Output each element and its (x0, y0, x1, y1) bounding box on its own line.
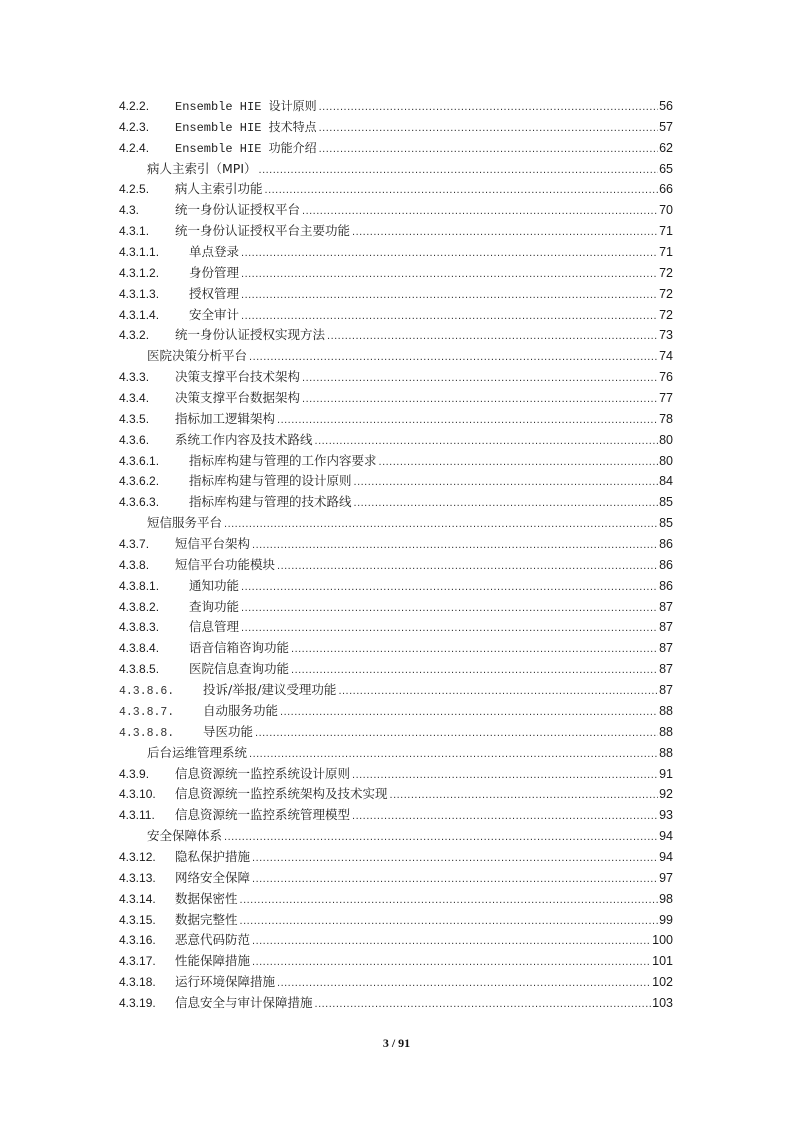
toc-entry-number: 4.3.10. (119, 787, 156, 802)
toc-entry-title[interactable]: 短信平台架构 (175, 536, 251, 552)
dot-leader (352, 765, 658, 786)
toc-entry-page[interactable]: 87 (659, 599, 673, 614)
toc-entry-page[interactable]: 87 (659, 641, 673, 656)
dot-leader (241, 243, 658, 264)
dot-leader (319, 118, 658, 139)
toc-entry-page[interactable]: 88 (659, 703, 673, 718)
toc-entry-title[interactable]: 授权管理 (189, 285, 240, 301)
dot-leader (315, 431, 659, 452)
toc-entry[interactable] (119, 617, 673, 638)
toc-entry[interactable] (119, 805, 673, 826)
dot-leader (302, 368, 658, 389)
toc-entry-page[interactable]: 80 (659, 432, 673, 447)
dot-leader (277, 410, 658, 431)
dot-leader (241, 306, 658, 327)
toc-entry-page[interactable]: 71 (659, 245, 673, 260)
toc-entry-title[interactable]: 决策支撑平台数据架构 (175, 390, 301, 406)
toc-entry-page[interactable]: 99 (659, 912, 673, 927)
toc-entry[interactable] (119, 451, 673, 472)
toc-entry-page[interactable]: 85 (659, 516, 673, 531)
toc-entry[interactable] (119, 784, 673, 805)
toc-entry-title[interactable]: 数据保密性 (175, 890, 238, 906)
dot-leader (241, 577, 658, 598)
dot-leader (352, 806, 658, 827)
toc-entry-number: 4.3.16. (119, 933, 156, 948)
toc-entry-page[interactable]: 88 (659, 745, 673, 760)
toc-entry-title[interactable]: 查询功能 (189, 598, 240, 614)
toc-entry-title[interactable]: 统一身份认证授权平台 (175, 202, 301, 218)
toc-entry-page[interactable]: 80 (659, 453, 673, 468)
dot-leader (277, 973, 651, 994)
toc-entry[interactable] (119, 597, 673, 618)
toc-entry[interactable] (119, 743, 673, 764)
toc-entry-title[interactable]: 指标库构建与管理的设计原则 (189, 473, 352, 489)
toc-entry-number: 4.3.9. (119, 766, 150, 781)
toc-entry-page[interactable]: 98 (659, 891, 673, 906)
dot-leader (352, 222, 658, 243)
toc-entry-number: 4.3.8.4. (119, 641, 160, 656)
toc-entry[interactable] (119, 701, 673, 722)
dot-leader (354, 493, 659, 514)
page-number-footer: 3 / 91 (382, 1036, 411, 1050)
toc-entry-title[interactable]: 信息资源统一监控系统架构及技术实现 (175, 786, 388, 802)
dot-leader (224, 514, 658, 535)
toc-entry-number: 4.3.1.3. (119, 286, 160, 301)
toc-entry[interactable] (119, 513, 673, 534)
toc-entry[interactable] (119, 242, 673, 263)
toc-entry[interactable] (119, 409, 673, 430)
toc-entry-title[interactable]: 语音信箱咨询功能 (189, 640, 290, 656)
toc-entry-page[interactable]: 76 (659, 370, 673, 385)
dot-leader (241, 285, 658, 306)
toc-entry-number: 4.3. (119, 203, 140, 218)
toc-entry-page[interactable]: 92 (659, 787, 673, 802)
toc-entry-page[interactable]: 91 (659, 766, 673, 781)
toc-entry-number: 4.3.8. (119, 557, 150, 572)
toc-entry-number: 4.3.14. (119, 891, 156, 906)
toc-entry-page[interactable]: 72 (659, 265, 673, 280)
toc-entry[interactable] (119, 972, 673, 993)
toc-entry[interactable] (119, 346, 673, 367)
toc-entry-title[interactable]: 统一身份认证授权实现方法 (175, 327, 326, 343)
toc-entry-number: 4.3.18. (119, 975, 156, 990)
dot-leader (241, 598, 658, 619)
toc-entry[interactable] (119, 868, 673, 889)
toc-entry-page[interactable]: 97 (659, 870, 673, 885)
toc-entry-title[interactable]: 信息资源统一监控系统管理模型 (175, 807, 351, 823)
toc-entry[interactable] (119, 471, 673, 492)
toc-entry-number: 4.3.1.4. (119, 307, 160, 322)
toc-entry-title[interactable]: 单点登录 (189, 244, 240, 260)
toc-entry[interactable] (119, 680, 673, 701)
toc-entry-page[interactable]: 70 (659, 203, 673, 218)
dot-leader (249, 744, 658, 765)
toc-entry[interactable] (119, 96, 673, 117)
toc-entry[interactable] (119, 179, 673, 200)
toc-entry[interactable] (119, 576, 673, 597)
toc-entry-page[interactable]: 57 (659, 119, 673, 134)
toc-entry-number: 4.3.1.1. (119, 245, 160, 260)
toc-entry-page[interactable]: 77 (659, 391, 673, 406)
dot-leader (252, 952, 651, 973)
toc-entry-number: 4.3.4. (119, 391, 150, 406)
toc-entry[interactable] (119, 305, 673, 326)
toc-entry-number: 4.3.7. (119, 537, 150, 552)
toc-entry-title[interactable]: 数据完整性 (175, 911, 238, 927)
toc-entry-title[interactable]: 统一身份认证授权平台主要功能 (175, 223, 351, 239)
dot-leader (252, 535, 658, 556)
toc-entry-title[interactable]: 导医功能 (203, 723, 254, 739)
toc-entry-page[interactable]: 94 (659, 849, 673, 864)
toc-entry-title[interactable]: 指标库构建与管理的工作内容要求 (189, 452, 377, 468)
toc-entry[interactable] (119, 138, 673, 159)
toc-entry-title[interactable]: 医院信息查询功能 (189, 661, 290, 677)
toc-entry[interactable] (119, 638, 673, 659)
toc-entry[interactable] (119, 889, 673, 910)
dot-leader (327, 326, 658, 347)
toc-entry[interactable] (119, 764, 673, 785)
toc-entry-number: 4.3.3. (119, 370, 150, 385)
toc-entry-title[interactable]: Ensemble HIE 设计原则 (175, 100, 317, 114)
toc-entry-title[interactable]: 性能保障措施 (175, 953, 251, 969)
toc-entry[interactable] (119, 555, 673, 576)
toc-entry-number: 4.3.6.3. (119, 495, 160, 510)
table-of-contents (119, 96, 673, 1014)
dot-leader (319, 97, 658, 118)
toc-entry-title[interactable]: 信息安全与审计保障措施 (175, 994, 313, 1010)
toc-entry-title[interactable]: 通知功能 (189, 577, 240, 593)
toc-entry[interactable] (119, 284, 673, 305)
toc-entry[interactable] (119, 159, 673, 180)
dot-leader (241, 618, 658, 639)
dot-leader (302, 389, 658, 410)
toc-entry-page[interactable]: 103 (652, 995, 673, 1010)
toc-entry-number: 4.3.12. (119, 849, 156, 864)
toc-entry-page[interactable]: 87 (659, 683, 673, 698)
toc-entry-number: 4.3.8.6. (119, 685, 175, 699)
toc-entry-title[interactable]: 医院决策分析平台 (147, 348, 248, 364)
toc-entry-title[interactable]: 病人主索引（MPI） (147, 160, 257, 176)
dot-leader (277, 556, 658, 577)
toc-entry-page[interactable]: 86 (659, 578, 673, 593)
dot-leader (255, 723, 658, 744)
dot-leader (302, 201, 658, 222)
toc-entry-title[interactable]: 指标库构建与管理的技术路线 (189, 494, 352, 510)
dot-leader (240, 890, 659, 911)
toc-entry-title[interactable]: 后台运维管理系统 (147, 744, 248, 760)
toc-entry-page[interactable]: 87 (659, 662, 673, 677)
toc-entry-page[interactable]: 100 (652, 933, 673, 948)
toc-entry-number: 4.3.8.7. (119, 705, 175, 719)
toc-entry-number: 4.2.2. (119, 99, 150, 113)
toc-entry-number: 4.3.1. (119, 224, 150, 239)
toc-entry-number: 4.3.1.2. (119, 265, 160, 280)
dot-leader (249, 347, 658, 368)
toc-entry[interactable] (119, 492, 673, 513)
toc-entry-page[interactable]: 71 (659, 224, 673, 239)
toc-entry-title[interactable]: 指标加工逻辑架构 (175, 410, 276, 426)
toc-entry-page[interactable]: 102 (652, 975, 673, 990)
toc-entry-number: 4.2.3. (119, 119, 150, 134)
dot-leader (354, 472, 659, 493)
toc-entry[interactable] (119, 221, 673, 242)
toc-entry-page[interactable]: 66 (659, 182, 673, 197)
toc-entry-number: 4.3.8.8. (119, 726, 175, 740)
toc-entry-page[interactable]: 87 (659, 620, 673, 635)
toc-entry-number: 4.3.13. (119, 870, 156, 885)
toc-entry-title[interactable]: 信息资源统一监控系统设计原则 (175, 765, 351, 781)
toc-entry[interactable] (119, 430, 673, 451)
dot-leader (240, 911, 659, 932)
dot-leader (291, 639, 658, 660)
toc-entry-number: 4.3.17. (119, 954, 156, 969)
toc-entry-page[interactable]: 72 (659, 286, 673, 301)
toc-entry-title[interactable]: 恶意代码防范 (175, 932, 251, 948)
toc-entry-number: 4.3.6. (119, 432, 150, 447)
toc-entry-title[interactable]: 投诉/举报/建议受理功能 (203, 682, 337, 698)
toc-entry-title[interactable]: 身份管理 (189, 264, 240, 280)
toc-entry-page[interactable]: 56 (659, 99, 673, 113)
toc-entry-title[interactable]: 安全保障体系 (147, 828, 223, 844)
toc-entry-number: 4.3.5. (119, 411, 150, 426)
toc-entry[interactable] (119, 993, 673, 1014)
dot-leader (291, 660, 658, 681)
toc-entry-number: 4.3.15. (119, 912, 156, 927)
toc-entry[interactable] (119, 534, 673, 555)
toc-entry-number: 4.3.8.3. (119, 620, 160, 635)
toc-entry-page[interactable]: 94 (659, 829, 673, 844)
toc-entry-title[interactable]: 信息管理 (189, 619, 240, 635)
toc-entry[interactable] (119, 847, 673, 868)
dot-leader (338, 681, 658, 702)
toc-entry-title[interactable]: 隐私保护措施 (175, 848, 251, 864)
dot-leader (259, 160, 659, 181)
toc-entry[interactable] (119, 951, 673, 972)
toc-entry-number: 4.3.8.2. (119, 599, 160, 614)
toc-entry[interactable] (119, 263, 673, 284)
toc-entry-page[interactable]: 72 (659, 307, 673, 322)
dot-leader (252, 848, 658, 869)
toc-entry-title[interactable]: 病人主索引功能 (175, 181, 263, 197)
toc-entry-title[interactable]: 决策支撑平台技术架构 (175, 369, 301, 385)
toc-entry[interactable] (119, 367, 673, 388)
toc-entry[interactable] (119, 826, 673, 847)
toc-entry-number: 4.3.11. (119, 808, 155, 823)
dot-leader (265, 180, 659, 201)
toc-entry[interactable] (119, 910, 673, 931)
toc-entry-page[interactable]: 78 (659, 411, 673, 426)
toc-entry-title[interactable]: Ensemble HIE 技术特点 (175, 120, 317, 135)
toc-entry-page[interactable]: 74 (659, 349, 673, 364)
toc-entry[interactable] (119, 117, 673, 138)
toc-entry-number: 4.3.8.1. (119, 578, 160, 593)
toc-entry-number: 4.3.6.2. (119, 474, 160, 489)
toc-entry[interactable] (119, 722, 673, 743)
dot-leader (252, 869, 658, 890)
toc-entry-number: 4.2.4. (119, 140, 150, 155)
toc-entry-page[interactable]: 93 (659, 808, 673, 823)
toc-entry-title[interactable]: 运行环境保障措施 (175, 974, 276, 990)
toc-entry-title[interactable]: 安全审计 (189, 306, 240, 322)
dot-leader (224, 827, 658, 848)
toc-entry-title[interactable]: Ensemble HIE 功能介绍 (175, 141, 317, 156)
dot-leader (315, 994, 652, 1015)
dot-leader (241, 264, 658, 285)
toc-entry-page[interactable]: 86 (659, 537, 673, 552)
toc-entry-page[interactable]: 84 (659, 474, 673, 489)
dot-leader (379, 452, 659, 473)
toc-entry[interactable] (119, 200, 673, 221)
toc-entry-number: 4.3.19. (119, 995, 156, 1010)
toc-entry-page[interactable]: 101 (652, 954, 673, 969)
toc-entry-page[interactable]: 86 (659, 557, 673, 572)
toc-entry-number: 4.3.8.5. (119, 662, 160, 677)
toc-entry-page[interactable]: 65 (659, 161, 673, 176)
toc-entry-title[interactable]: 网络安全保障 (175, 869, 251, 885)
toc-entry-number: 4.3.6.1. (119, 453, 160, 468)
dot-leader (390, 785, 659, 806)
toc-entry[interactable] (119, 388, 673, 409)
toc-entry-page[interactable]: 62 (659, 140, 673, 155)
dot-leader (280, 702, 658, 723)
toc-entry-page[interactable]: 73 (659, 328, 673, 343)
dot-leader (319, 139, 658, 160)
dot-leader (252, 931, 651, 952)
toc-entry[interactable] (119, 325, 673, 346)
toc-entry-title[interactable]: 自动服务功能 (203, 702, 279, 718)
toc-entry[interactable] (119, 930, 673, 951)
toc-entry-number: 4.2.5. (119, 182, 150, 197)
toc-entry-title[interactable]: 短信服务平台 (147, 515, 223, 531)
toc-entry-title[interactable]: 系统工作内容及技术路线 (175, 431, 313, 447)
toc-entry-page[interactable]: 88 (659, 724, 673, 739)
toc-entry-number: 4.3.2. (119, 328, 150, 343)
toc-entry-title[interactable]: 短信平台功能模块 (175, 556, 276, 572)
toc-entry[interactable] (119, 659, 673, 680)
toc-entry-page[interactable]: 85 (659, 495, 673, 510)
